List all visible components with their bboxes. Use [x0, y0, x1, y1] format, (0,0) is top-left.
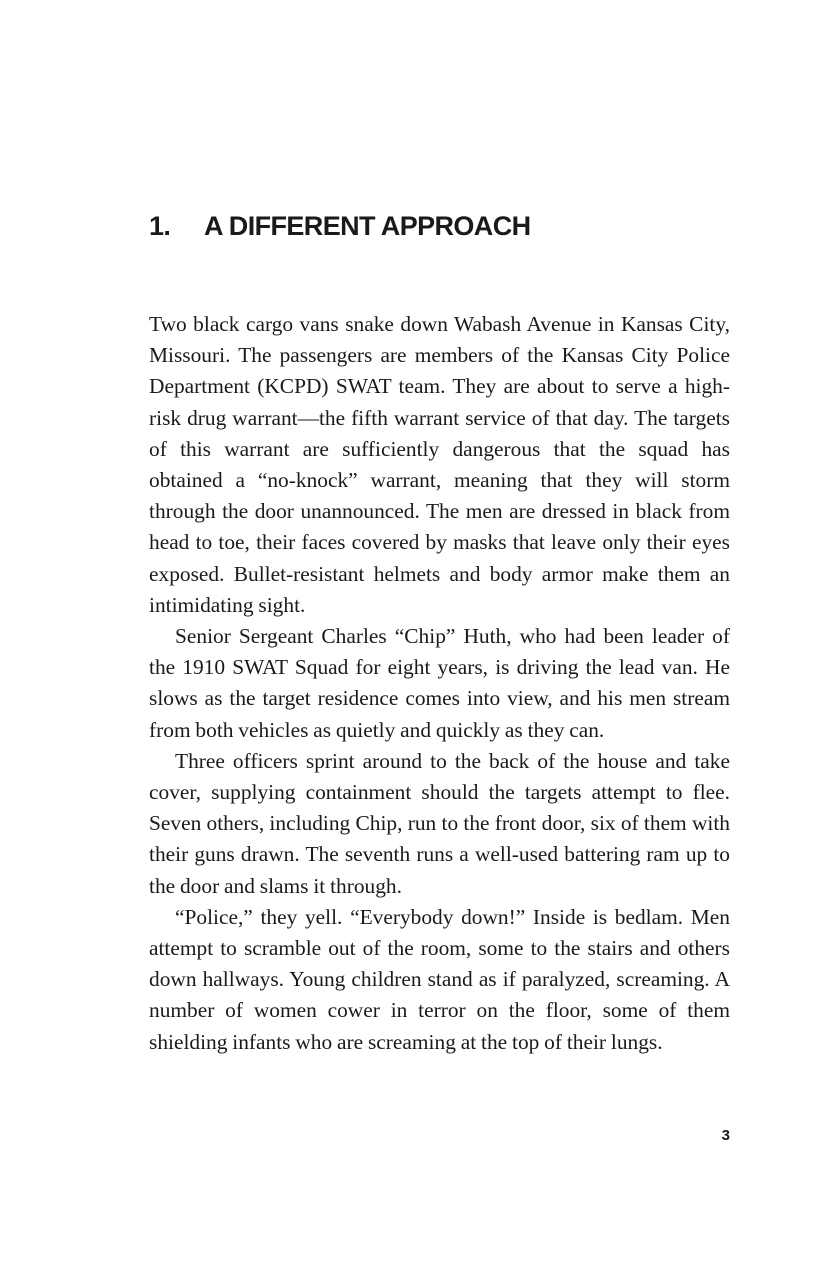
paragraph-3: Three officers sprint around to the back of the house and take cover, supplying containment should the targets attempt to flee. Seven others, including Chip, run to the front door, six of them with their guns drawn. The seventh runs a well-used battering ram up to the door and slams it through.	[149, 748, 730, 898]
paragraph-2: Senior Sergeant Charles “Chip” Huth, who had been leader of the 1910 SWAT Squad for eight years, is driving the lead van. He slows as the target residence comes into view, and his men stream from both vehicles as quietly and quickly as they can.	[149, 624, 730, 742]
paragraph-4: “Police,” they yell. “Everybody down!” Inside is bedlam. Men attempt to scramble out of the room, some to the stairs and others down hallways. Young children stand as if paralyzed, screaming. A number of women cower in terror on the floor, some of them shielding infants who are screaming at the top of their lungs.	[149, 904, 730, 1054]
chapter-heading	[149, 208, 531, 244]
body-text	[149, 309, 730, 1058]
paragraph-1: Two black cargo vans snake down Wabash Avenue in Kansas City, Missouri. The passengers are members of the Kansas City Police Department (KCPD) SWAT team. They are about to serve a high-risk drug warrant—the fifth warrant service of that day. The targets of this warrant are sufficiently dangerous that the squad has obtained a “no-knock” warrant, meaning that they will storm through the door unannounced. The men are dressed in black from head to toe, their faces covered by masks that leave only their eyes exposed. Bullet-resistant helmets and body armor make them an intimidating sight.	[149, 312, 730, 617]
chapter-title: A DIFFERENT APPROACH	[204, 211, 531, 241]
chapter-number: 1.	[149, 211, 171, 241]
page-number: 3	[721, 1127, 730, 1144]
